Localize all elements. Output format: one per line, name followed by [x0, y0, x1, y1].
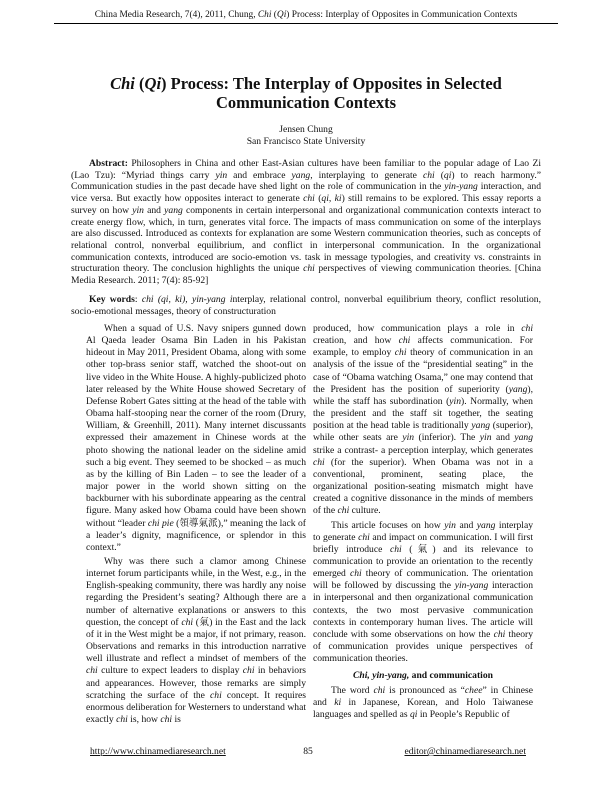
- abstract-text: perspectives of viewing communication theories. [China Media Research. 2011; 7(4): 85-92]: [71, 263, 541, 287]
- paragraph: [86, 556, 306, 726]
- body-term: chee: [464, 684, 483, 696]
- body-text: is: [172, 714, 181, 725]
- right-column: [313, 323, 533, 721]
- body-text: theory of communication. The orientation will be followed by discussing the: [313, 568, 533, 592]
- body-term: yin: [444, 519, 456, 531]
- body-text: is, how: [127, 714, 161, 725]
- left-column: [86, 323, 306, 726]
- body-term: chi: [337, 505, 350, 517]
- running-head-paren: (: [271, 10, 277, 20]
- body-term: yang: [476, 519, 496, 531]
- title-rest: ) Process: The Interplay of Opposites in Selected Communication Contexts: [161, 74, 502, 112]
- abstract-text: (: [314, 193, 322, 205]
- title-qi: Qi: [144, 74, 162, 93]
- body-term: chi: [86, 665, 98, 677]
- body-text: creation, and how: [313, 335, 399, 347]
- body-term: yin: [479, 432, 492, 444]
- body-term: chi: [389, 543, 402, 555]
- paragraph: [313, 323, 533, 518]
- body-term: chi: [373, 684, 386, 696]
- abstract-term: yin-yang: [444, 181, 478, 193]
- body-term: yin: [402, 432, 415, 444]
- body-term: chi: [349, 568, 362, 580]
- abstract-text: and embrace: [227, 169, 292, 181]
- body-text: ” in Chinese and: [313, 684, 533, 708]
- abstract-term: yin: [215, 169, 228, 181]
- body-term: yang: [508, 383, 528, 395]
- body-term: yang: [514, 432, 533, 444]
- abstract-text: (: [434, 169, 444, 181]
- paragraph: [313, 685, 533, 721]
- abstract-term: chi: [422, 169, 435, 181]
- body-text: is pronounced as “: [385, 684, 465, 696]
- body-text: (superior), while other seats are: [313, 420, 533, 444]
- abstract-term: chi: [303, 263, 315, 275]
- paragraph: [86, 323, 306, 554]
- body-term: qi: [409, 708, 418, 720]
- author-affiliation: San Francisco State University: [246, 136, 366, 147]
- abstract-term: chi: [303, 193, 315, 205]
- body-term: chi: [116, 714, 128, 725]
- abstract-text: and: [143, 204, 165, 216]
- body-text: affects communication. For example, to employ: [313, 335, 533, 359]
- body-text: This article focuses on how: [331, 519, 445, 531]
- abstract-text: interaction, and vice versa. But exactly how opposites interact to generate: [71, 181, 541, 205]
- author-name: Jensen Chung: [279, 124, 333, 135]
- abstract: [71, 158, 541, 287]
- abstract-term: yang: [291, 169, 311, 181]
- running-head-rest: ) Process: Interplay of Opposites in Communication Contexts: [286, 10, 518, 20]
- body-text: theory of communication in an analysis of the issue of the “presidential seating” in the case of “Obama watching Osama,” one may contend that the President has the position of superiority (: [313, 347, 533, 395]
- title-paren: (: [134, 74, 145, 93]
- body-term: chi: [493, 628, 506, 640]
- body-text: culture.: [349, 505, 381, 517]
- keywords-label: Key words: [89, 294, 135, 305]
- running-head-chi: Chi: [257, 10, 272, 20]
- running-head-text: China Media Research, 7(4), 2011, Chung,: [94, 10, 258, 20]
- abstract-text: ) still remains to be explored. This essay reports a survey on how: [71, 193, 542, 216]
- body-text: and impact on communication. I will first briefly introduce: [313, 531, 533, 555]
- body-term: chi: [398, 335, 411, 347]
- abstract-text: ) to reach harmony.” Communication studies in the past decade have shed light on the role of communication in the: [71, 169, 541, 193]
- abstract-text: Philosophers in China and other East-Asian cultures have been familiar to the popular adage of Lao Zi (Lao Tzu): “Myriad things carry: [71, 158, 541, 181]
- body-text: ), while the staff has subordination (: [313, 383, 533, 407]
- body-term: chi: [394, 347, 407, 359]
- page-footer: [90, 746, 526, 760]
- body-term: chi pie: [147, 517, 174, 529]
- body-term: yin: [449, 395, 462, 407]
- body-text: interplay to generate: [313, 519, 534, 543]
- body-text: (氣) and its relevance to communication to provide an orientation to the recently emerged: [313, 543, 533, 580]
- body-term: yin-yang: [454, 580, 489, 592]
- page-number: 85: [303, 746, 313, 757]
- body-text: in Japanese, Korean, and Holo Taiwanese languages and spelled as: [313, 696, 533, 720]
- body-text: The word: [331, 684, 374, 696]
- body-text: (inferior). The: [414, 432, 480, 444]
- keywords: [71, 294, 541, 317]
- body-text: (for the superior). When Obama was not in a conventional, prominent, seating place, the organizational position-seating mismatch might have created a cognitive dissonance in the minds of members of the: [313, 456, 533, 517]
- body-text: in behaviors and appearances. However, those remarks are simply scratching the surface of the: [86, 665, 306, 701]
- journal-website-link[interactable]: http://www.chinamediaresearch.net: [90, 746, 226, 757]
- abstract-term: yin: [132, 204, 144, 216]
- body-text: concept. It requires enormous deliberation for Westerners to understand what exactly: [86, 689, 307, 725]
- body-term: chi: [160, 714, 173, 725]
- abstract-term: yang: [164, 204, 183, 216]
- body-text: When a squad of U.S. Navy snipers gunned down Al Qaeda leader Osama Bin Laden in his Pakistan hideout in May 2011, President Obama, along with some other top-brass senior staff, watched the shoot-out on live video in the White House. A highly-publicized photo later released by the White House showed Secretary of Defense Robert Gates sitting at the head of the table with Obama half-stooping near the corner of the room (Drury, William, & Greenhill, 2011). Many internet discussants expressed their amazement in Chinese words at the photo showing the national leader on the sideline amid such a big event. They seemed to be shocked – as much as by the killing of Bin Laden – to see the leader of a major power in the world shown sitting on the backburner with his subordinate appearing as the central figure. Many asked how Obama could have been shown without “leader: [86, 323, 306, 529]
- body-term: chi: [313, 456, 325, 468]
- abstract-term: qi, ki: [321, 193, 342, 205]
- running-head: [54, 10, 558, 24]
- body-term: chi: [521, 323, 533, 334]
- body-text: Why was there such a clamor among Chinese internet forum participants while, in the West, e.g., in the English-speaking community, there was hardly any noise regarding the President’s seating? Although there are a number of alternative explanations or answers to this question, the concept of: [86, 555, 306, 628]
- body-text: (領導氣派),” meaning the lack of a leader’s dignity, magnificence, or splendor in this context.”: [86, 517, 306, 553]
- body-term: chi: [358, 531, 370, 543]
- body-text: theory of communication provides unique perspectives of communication theories.: [313, 628, 533, 665]
- running-head-qi: Qi: [276, 10, 287, 20]
- title-chi: Chi: [110, 74, 135, 93]
- abstract-text: , interplaying to generate: [310, 169, 423, 181]
- body-term: chi: [181, 616, 194, 628]
- editor-email-link[interactable]: editor@chinamediaresearch.net: [404, 746, 526, 757]
- body-text: interaction in interpersonal and then organizational communication contexts, the two most pervasive communication contexts in contemporary human lives. The article will conclude with some observations on how the: [313, 580, 534, 640]
- section-heading: [313, 670, 533, 682]
- body-text: strike a contrast- a perception interplay, which generates: [313, 444, 533, 456]
- abstract-label: Abstract:: [89, 158, 128, 169]
- keywords-text: nterplay, relational control, nonverbal equilibrium theory, conflict resolution, socio-emotional messages, theory of constructuration: [71, 294, 541, 317]
- keywords-text: :: [134, 294, 142, 305]
- body-text: ). Normally, when the president and the staff sit together, the seating position at the head table is traditionally: [313, 395, 533, 432]
- body-term: chi: [242, 665, 255, 677]
- body-text: (氣) in the East and the lack of it in the West might be a major, if not primary, reason. Observations and remarks in this introduction narrative well illustrate and reflect a mindset of members of the: [86, 616, 307, 665]
- body-term: yang: [471, 420, 491, 432]
- body-term: chi: [210, 689, 222, 701]
- body-text: culture to expect leaders to display: [97, 665, 243, 677]
- body-term: ki: [334, 696, 342, 708]
- abstract-text: components in certain interpersonal and organizational communication contexts interact to create energy flow, which, in turn, generates vital force. The impacts of mass communication on some of the interplays are also discussed. Introduced as contexts for explanation are some Western communication theories, such as concepts of relational control, nonverbal equilibrium, and conflict in interpersonal communication. In the organizational communication contexts, introduced are socio-emotion vs. task in message typologies, and creativity vs. constraints in structuration theory. The conclusion highlights the unique: [71, 204, 541, 275]
- keywords-term: chi (qi, ki), yin-yang i: [141, 294, 233, 305]
- abstract-term: qi: [443, 169, 452, 181]
- section-heading-text: and communication: [409, 670, 493, 682]
- paragraph: [313, 520, 533, 666]
- body-text: produced, how communication plays a role in: [313, 323, 522, 334]
- section-heading-term: Chi, yin-yang,: [353, 670, 410, 682]
- body-text: and: [455, 519, 477, 531]
- body-text: in People’s Republic of: [417, 708, 510, 720]
- article-title: [80, 74, 532, 112]
- body-text: and: [491, 432, 515, 444]
